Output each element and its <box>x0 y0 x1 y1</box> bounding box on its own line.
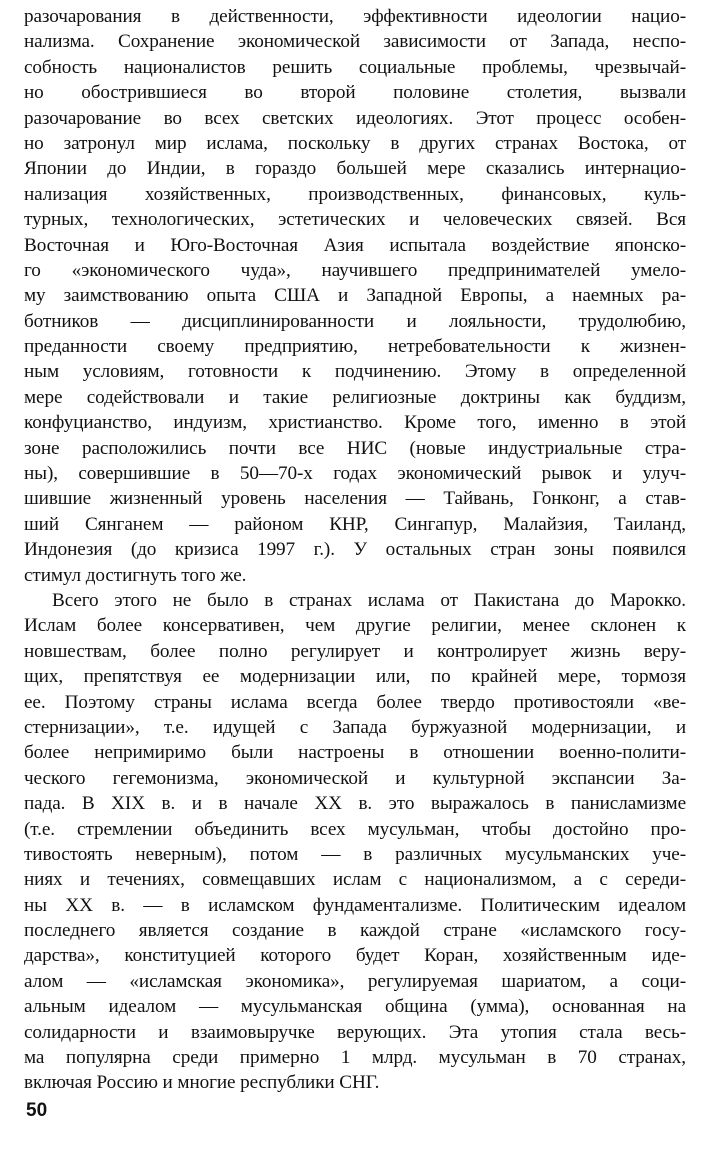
text-line: Восточная и Юго-Восточная Азия испытала воздействие японско- <box>24 234 686 256</box>
text-line: ны XX в. — в исламском фундаментализме. Политическим идеалом <box>24 894 686 916</box>
text-line: ший Сянганем — районом КНР, Сингапур, Малайзия, Таиланд, <box>24 513 686 535</box>
text-line: мере содействовали и такие религиозные доктрины как буддизм, <box>24 386 686 408</box>
text-line: Индонезия (до кризиса 1997 г.). У остальных стран зоны появился <box>24 539 686 561</box>
text-line: Всего этого не было в странах ислама от Пакистана до Марокко. <box>52 589 686 611</box>
text-line: последнего является создание в каждой стране «исламского госу- <box>24 920 686 942</box>
text-line: собность националистов решить социальные проблемы, чрезвычай- <box>24 56 686 78</box>
text-line: турных, технологических, эстетических и человеческих связей. Вся <box>24 209 686 231</box>
text-line: но затронул мир ислама, поскольку в других странах Востока, от <box>24 132 686 154</box>
text-line: более непримиримо были настроены в отношении военно-полити- <box>24 742 686 764</box>
paragraph-1 <box>24 4 686 588</box>
text-line: разочарования в действенности, эффективности идеологии нацио- <box>24 6 686 27</box>
text-line: тивостоять неверным), потом — в различных мусульманских уче- <box>24 843 686 865</box>
text-line: ным условиям, готовности к подчинению. Этому в определенной <box>24 361 686 383</box>
text-line: но обострившиеся во второй половине столетия, вызвали <box>24 82 686 104</box>
text-line: го «экономического чуда», научившего предпринимателей умело- <box>24 259 686 281</box>
text-line: ма популярна среди примерно 1 млрд. мусульман в 70 странах, <box>24 1047 686 1069</box>
paragraph-2 <box>24 588 686 1096</box>
text-line: Ислам более консервативен, чем другие религии, менее склонен к <box>24 615 686 637</box>
text-line: нализация хозяйственных, производственных, финансовых, куль- <box>24 183 686 205</box>
text-line: щих, препятствуя ее модернизации или, по крайней мере, тормозя <box>24 666 686 688</box>
text-line: пада. В XIX в. и в начале XX в. это выражалось в панисламизме <box>24 793 686 815</box>
text-line: нализма. Сохранение экономической зависимости от Запада, неспо- <box>24 31 686 53</box>
text-line: разочарование во всех светских идеологиях. Этот процесс особен- <box>24 107 686 129</box>
text-line: ны), совершившие в 50—70-х годах экономический рывок и улуч- <box>24 463 686 485</box>
text-line: алом — «исламская экономика», регулируемая шариатом, а соци- <box>24 970 686 992</box>
text-line: включая Россию и многие республики СНГ. <box>24 1072 380 1094</box>
text-line: ботников — дисциплинированности и лояльности, трудолюбию, <box>24 310 686 332</box>
text-line: му заимствованию опыта США и Западной Европы, а наемных ра- <box>24 285 686 307</box>
text-line: стернизации», т.е. идущей с Запада буржуазной модернизации, и <box>24 716 686 738</box>
text-line: Японии до Индии, в гораздо большей мере сказались интернацио- <box>24 158 686 180</box>
page-number: 50 <box>26 1100 48 1121</box>
text-line: (т.е. стремлении объединить всех мусульман, чтобы достойно про- <box>24 818 686 840</box>
text-line: альным идеалом — мусульманская община (умма), основанная на <box>24 996 686 1018</box>
text-line: новшествам, более полно регулирует и контролирует жизнь веру- <box>24 640 686 662</box>
text-line: ниях и течениях, совмещавших ислам с национализмом, а с середи- <box>24 869 686 891</box>
text-line: шившие жизненный уровень населения — Тайвань, Гонконг, а став- <box>24 488 686 510</box>
text-line: конфуцианство, индуизм, христианство. Кроме того, именно в этой <box>24 412 686 434</box>
text-line: зоне расположились почти все НИС (новые индустриальные стра- <box>24 437 686 459</box>
text-line: дарства», конституцией которого будет Коран, хозяйственным иде- <box>24 945 686 967</box>
text-line: ее. Поэтому страны ислама всегда более твердо противостояли «ве- <box>24 691 686 713</box>
text-line: солидарности и взаимовыручке верующих. Эта утопия стала весь- <box>24 1021 686 1043</box>
text-line: стимул достигнуть того же. <box>24 564 247 586</box>
page-text <box>24 4 686 1096</box>
text-line: преданности своему предприятию, нетребовательности к жизнен- <box>24 336 686 358</box>
text-line: ческого гегемонизма, экономической и культурной экспансии За- <box>24 767 686 789</box>
